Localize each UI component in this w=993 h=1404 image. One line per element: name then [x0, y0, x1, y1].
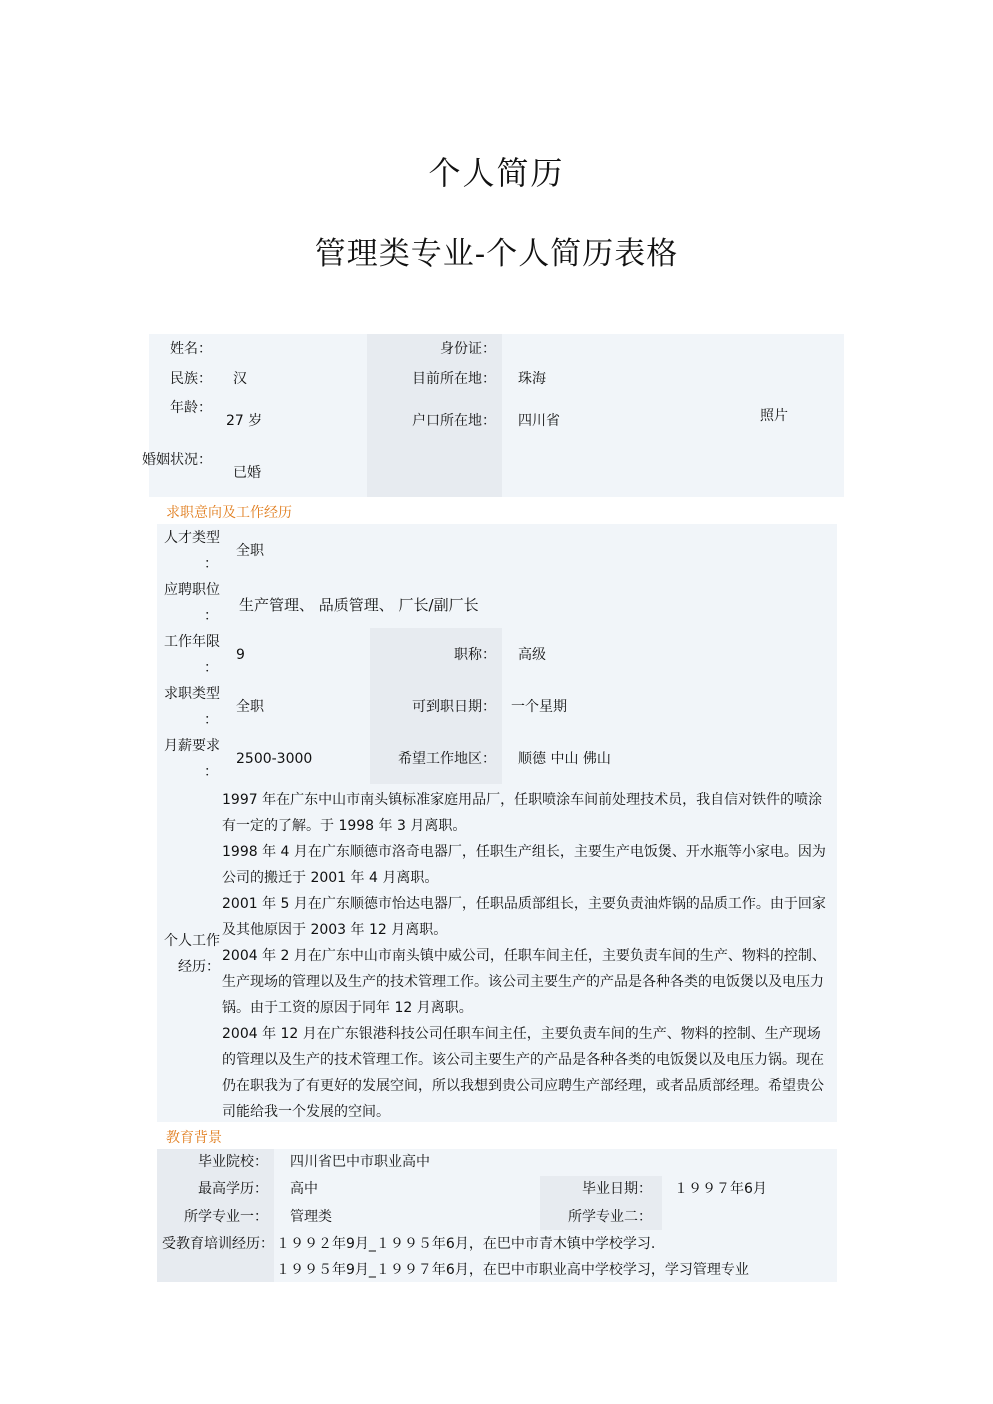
- experience-entry: 2001 年 5 月在广东顺德市怡达电器厂，任职品质部组长，主要负责油炸锅的品质工作。由于回家及其他原因于 2003 年 12 月离职。: [222, 896, 826, 938]
- location-label: 目前所在地：: [412, 371, 496, 387]
- hukou-value: 四川省: [518, 413, 560, 429]
- talent-type-value: 全职: [236, 543, 264, 559]
- experience-entry: 2004 年 12 月在广东银港科技公司任职车间主任，主要负责车间的生产、物料的控制、生产现场的管理以及生产的技术管理工作。该公司主要生产的产品是各种各类的电饭煲以及电压力锅。现在仍在职我为了有更好的发展空间，所以我想到贵公司应聘生产部经理，或者品质部经理。希望贵公司能给我一个发展的空间。: [222, 1026, 824, 1120]
- training-entry: １９９５年9月_１９９７年6月，在巴中市职业高中学校学习，学习管理专业: [276, 1262, 749, 1278]
- start-date-value: 一个星期: [511, 699, 567, 715]
- position-value: 生产管理、 品质管理、 厂长/副厂长: [239, 596, 479, 614]
- section-title-job: 求职意向及工作经历: [166, 505, 292, 521]
- degree-value: 高中: [290, 1181, 318, 1197]
- major1-value: 管理类: [290, 1209, 332, 1225]
- name-label: 姓名：: [170, 341, 212, 357]
- experience-label-line1: 个人工作: [164, 933, 220, 949]
- major2-label: 所学专业二：: [568, 1209, 652, 1225]
- rank-label: 职称：: [454, 647, 496, 663]
- grad-date-value: １９９７年6月: [674, 1181, 767, 1197]
- marital-value: 已婚: [233, 465, 261, 481]
- location-value: 珠海: [518, 371, 546, 387]
- salary-label: 月薪要求: [164, 738, 220, 754]
- degree-label: 最高学历：: [198, 1181, 268, 1197]
- seek-type-value: 全职: [236, 699, 264, 715]
- position-colon: ：: [204, 608, 218, 624]
- position-label: 应聘职位: [164, 582, 220, 598]
- marital-label: 婚姻状况：: [142, 452, 212, 468]
- ethnicity-label: 民族：: [170, 371, 212, 387]
- major1-label: 所学专业一：: [184, 1209, 268, 1225]
- work-years-value: 9: [236, 647, 245, 663]
- school-value: 四川省巴中市职业高中: [290, 1154, 430, 1170]
- hukou-label: 户口所在地：: [412, 413, 496, 429]
- talent-type-colon: ：: [204, 556, 218, 572]
- area-label: 希望工作地区：: [398, 751, 496, 767]
- experience-entry: 2004 年 2 月在广东中山市南头镇中威公司，任职车间主任，主要负责车间的生产、物料的控制、生产现场的管理以及生产的技术管理工作。该公司主要生产的产品是各种各类的电饭煲以及电压力锅。由于工资的原因于同年 12 月离职。: [222, 948, 826, 1016]
- seek-type-colon: ：: [204, 712, 218, 728]
- section-title-education: 教育背景: [166, 1130, 222, 1146]
- work-years-colon: ：: [204, 660, 218, 676]
- photo-placeholder: 照片: [760, 408, 788, 424]
- rank-value: 高级: [518, 647, 546, 663]
- experience-list: [222, 787, 834, 1125]
- page-subtitle: 管理类专业-个人简历表格: [314, 236, 679, 272]
- training-label: 受教育培训经历：: [162, 1236, 274, 1252]
- start-date-label: 可到职日期：: [412, 699, 496, 715]
- experience-entry: 1998 年 4 月在广东顺德市洛奇电器厂，任职生产组长，主要生产电饭煲、开水瓶等小家电。因为公司的搬迁于 2001 年 4 月离职。: [222, 844, 826, 886]
- work-years-label: 工作年限: [164, 634, 220, 650]
- age-value: 27 岁: [226, 413, 263, 429]
- experience-entry: 1997 年在广东中山市南头镇标准家庭用品厂，任职喷涂车间前处理技术员，我自信对铁件的喷涂有一定的了解。于 1998 年 3 月离职。: [222, 792, 823, 834]
- page-title: 个人简历: [428, 154, 565, 192]
- school-label: 毕业院校：: [198, 1154, 268, 1170]
- grad-date-label: 毕业日期：: [582, 1181, 652, 1197]
- salary-colon: ：: [204, 764, 218, 780]
- id-label: 身份证：: [440, 341, 496, 357]
- age-label: 年龄：: [170, 400, 212, 416]
- seek-type-label: 求职类型: [164, 686, 220, 702]
- talent-type-label: 人才类型: [164, 530, 220, 546]
- ethnicity-value: 汉: [233, 371, 247, 387]
- area-value: 顺德 中山 佛山: [518, 751, 611, 767]
- salary-value: 2500-3000: [236, 751, 313, 767]
- experience-label-line2: 经历：: [178, 959, 220, 975]
- training-entry: １９９２年9月_１９９５年6月，在巴中市青木镇中学校学习.: [276, 1236, 656, 1252]
